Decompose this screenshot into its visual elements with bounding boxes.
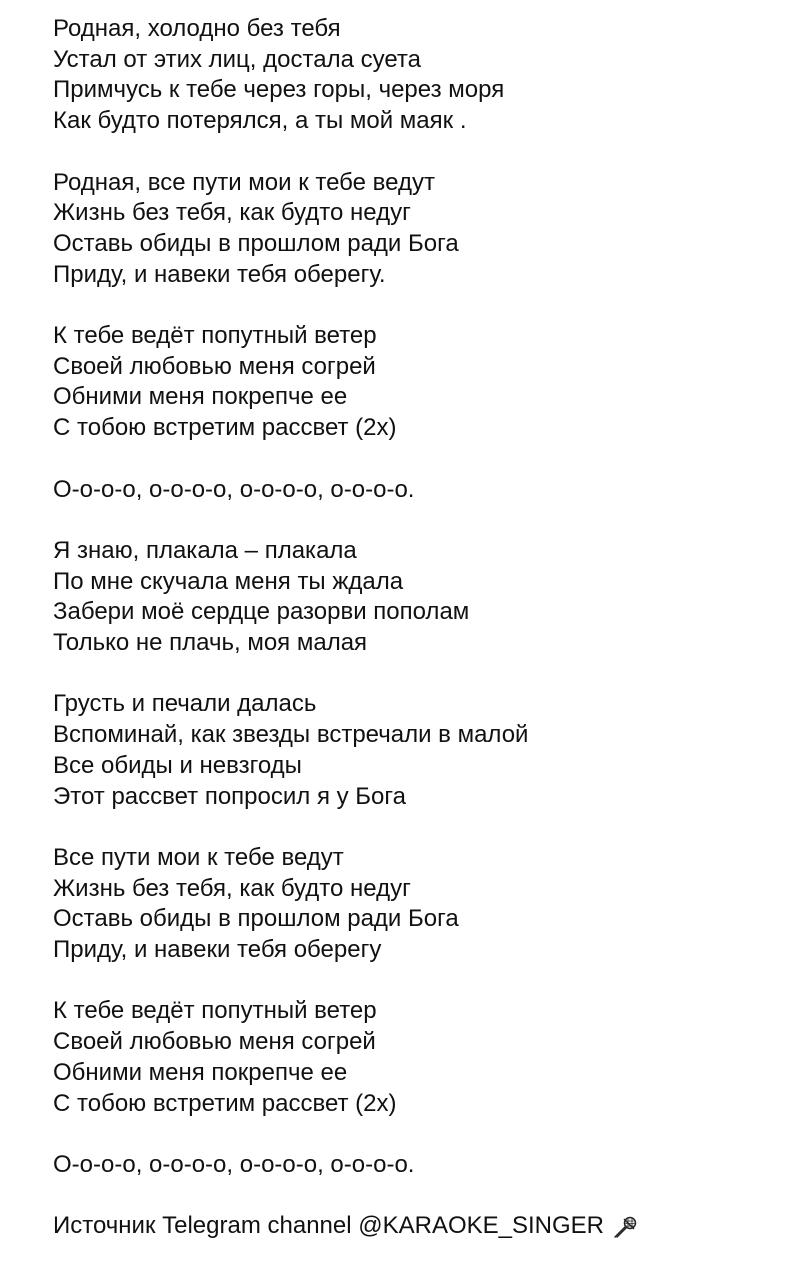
lyric-line: Приду, и навеки тебя оберегу. (53, 260, 386, 288)
lyric-line: К тебе ведёт попутный ветер (53, 322, 377, 349)
lyric-line: Приду, и навеки тебя оберегу (53, 936, 382, 963)
lyric-line: О-о-о-о, о-о-о-о, о-о-о-о, о-о-о-о. (53, 1150, 415, 1178)
microphone-icon (612, 1215, 638, 1239)
lyric-line: О-о-о-о, о-о-о-о, о-о-о-о, о-о-о-о. (53, 475, 415, 503)
lyric-line: Жизнь без тебя, как будто недуг (53, 874, 411, 902)
stanza (53, 536, 773, 659)
lyric-line: С тобою встретим рассвет (2х) (53, 414, 397, 442)
lyric-line: Как будто потерялся, а ты мой маяк . (53, 107, 467, 135)
lyric-line: Вспоминай, как звезды встречали в малой (53, 721, 529, 749)
lyric-line: Забери моё сердце разорви пополам (53, 598, 470, 626)
lyric-line: Все обиды и невзгоды (53, 751, 302, 779)
lyric-line: По мне скучала меня ты ждала (53, 567, 404, 595)
lyric-line: Обними меня покрепче ее (53, 1058, 348, 1086)
stanza (53, 168, 773, 291)
lyric-line: Родная, холодно без тебя (53, 15, 341, 42)
lyric-line: Родная, все пути мои к тебе ведут (53, 168, 435, 196)
stanza (53, 843, 773, 966)
lyric-line: Примчусь к тебе через горы, через моря (53, 76, 505, 104)
lyric-line: Устал от этих лиц, достала суета (53, 45, 421, 73)
lyric-line: Все пути мои к тебе ведут (53, 843, 344, 871)
stanza (53, 321, 773, 444)
lyrics-document (53, 14, 773, 1242)
source-text: Источник Telegram channel @KARAOKE_SINGER (53, 1212, 605, 1240)
lyric-line: Жизнь без тебя, как будто недуг (53, 199, 411, 227)
source-line (53, 1211, 773, 1242)
lyric-line: Только не плачь, моя малая (53, 629, 368, 656)
lyric-line: Грусть и печали далась (53, 690, 317, 718)
lyric-line: Своей любовью меня согрей (53, 352, 376, 380)
lyric-line: Оставь обиды в прошлом ради Бога (53, 905, 459, 933)
lyric-line: К тебе ведёт попутный ветер (53, 997, 377, 1025)
stanza (53, 996, 773, 1119)
lyric-line: Обними меня покрепче ее (53, 383, 348, 411)
lyric-line: Этот рассвет попросил я у Бога (53, 782, 406, 810)
lyric-line: С тобою встретим рассвет (2х) (53, 1089, 397, 1117)
lyric-line: Оставь обиды в прошлом ради Бога (53, 229, 459, 257)
stanza (53, 475, 773, 506)
stanza (53, 1150, 773, 1181)
stanza (53, 14, 773, 137)
lyrics-body (53, 14, 773, 1181)
lyric-line: Своей любовью меня согрей (53, 1028, 376, 1056)
lyric-line: Я знаю, плакала – плакала (53, 536, 357, 564)
stanza (53, 689, 773, 812)
